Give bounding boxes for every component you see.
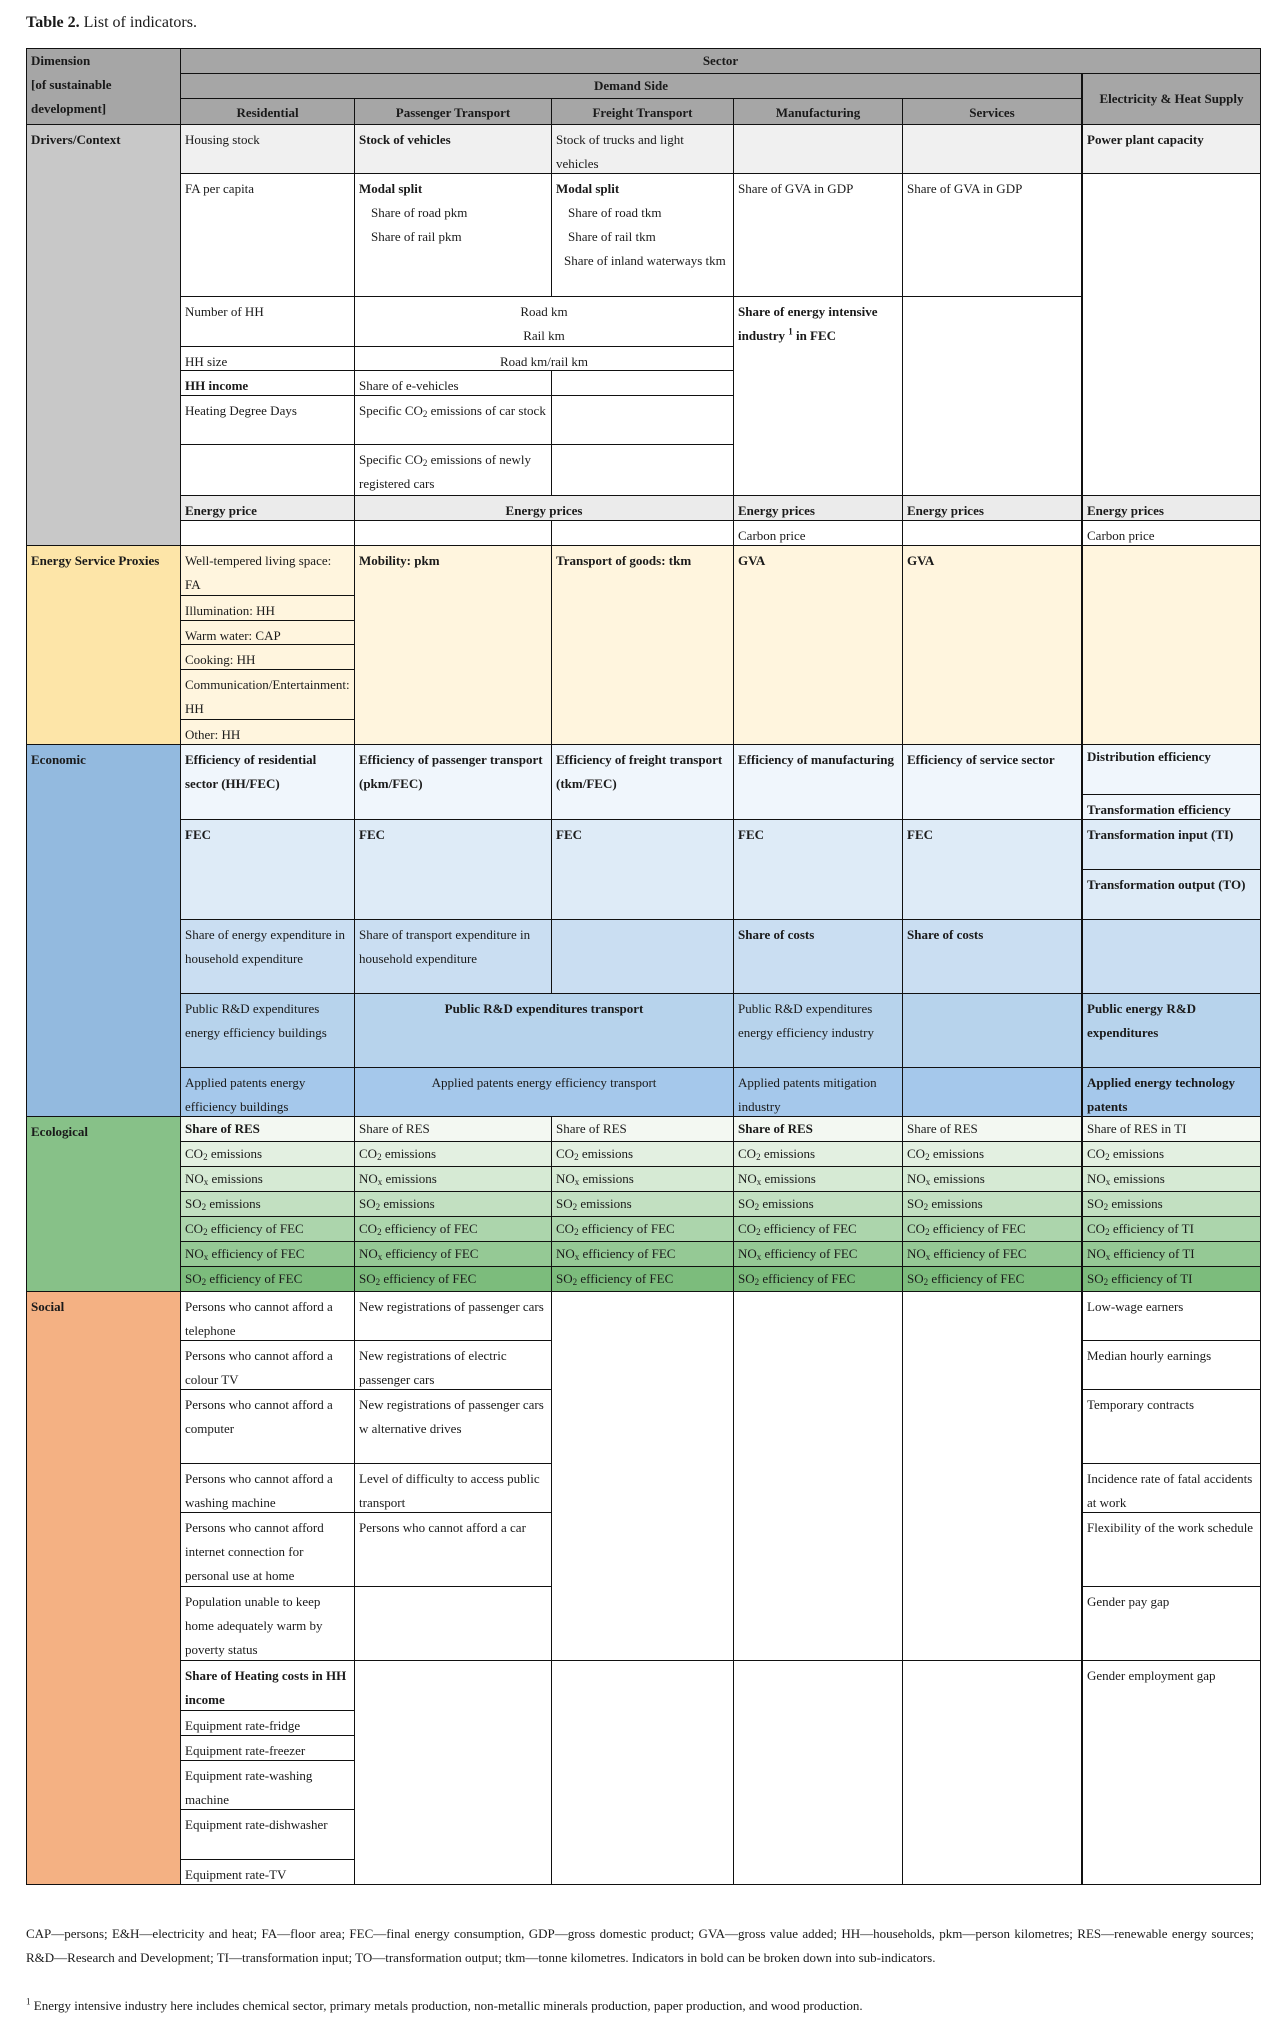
- cell-co2-new-cars: Specific $CO_2$ emissions of newly registered cars: [354, 444, 552, 496]
- cell-ecological-indicator: $CO_2$ efficiency of FEC: [551, 1216, 734, 1242]
- cell-empty: [354, 1586, 552, 1661]
- cell-social-res: Equipment rate-fridge: [180, 1710, 355, 1736]
- cell-social-pass: Level of difficulty to access public transport: [354, 1463, 552, 1513]
- cell-energy-prices-serv: Energy prices: [902, 495, 1082, 521]
- dimension-drivers-context: Drivers/Context: [26, 124, 181, 546]
- modal-split-item: Share of road pkm: [371, 205, 468, 220]
- cell-ecological-indicator: $SO_2$ efficiency of FEC: [551, 1266, 734, 1292]
- cell-esp-res: Communication/Entertainment: HH: [180, 669, 355, 720]
- header-dimension: [26, 48, 181, 125]
- cell-ecological-indicator: $NO_x$ emissions: [551, 1166, 734, 1192]
- cell-road-rail-ratio: Road km/rail km: [354, 346, 734, 371]
- table-label: Table 2.: [26, 14, 80, 31]
- cell-empty: [902, 1660, 1082, 1885]
- cell-ecological-indicator: $NO_x$ emissions: [733, 1166, 903, 1192]
- cell-carbon-price-supply: Carbon price: [1081, 520, 1261, 546]
- cell-energy-prices-transport: Energy prices: [354, 495, 734, 521]
- modal-split-item: Share of rail tkm: [568, 229, 656, 244]
- cell-co2-car-stock: Specific $CO_2$ emissions of car stock: [354, 395, 552, 445]
- cell-ecological-indicator: $SO_2$ efficiency of FEC: [902, 1266, 1082, 1292]
- modal-split-label: Modal split: [556, 181, 620, 196]
- cell-esp-res: Other: HH: [180, 719, 355, 745]
- header-passenger-transport: Passenger Transport: [354, 98, 552, 125]
- cell-power-plant-capacity: Power plant capacity: [1081, 124, 1261, 174]
- cell-modal-split-passenger: [354, 173, 552, 297]
- cell-ecological-indicator: $CO_2$ emissions: [733, 1141, 903, 1167]
- cell-social-pass: Persons who cannot afford a car: [354, 1512, 552, 1587]
- cell-fec-manu: FEC: [733, 819, 903, 920]
- dimension-social: Social: [26, 1291, 181, 1885]
- cell-ecological-indicator: Share of RES: [551, 1116, 734, 1142]
- footnote-mark: 1: [788, 326, 793, 337]
- dimension-energy-service-proxies: Energy Service Proxies: [26, 545, 181, 745]
- header-services: Services: [902, 98, 1082, 125]
- cell-ecological-indicator: $SO_2$ emissions: [1081, 1191, 1261, 1217]
- cell-ecological-indicator: $NO_x$ efficiency of TI: [1081, 1241, 1261, 1267]
- cell-share-costs-serv: Share of costs: [902, 919, 1082, 994]
- cell-ecological-indicator: $SO_2$ efficiency of FEC: [354, 1266, 552, 1292]
- cell-ecological-indicator: $NO_x$ emissions: [902, 1166, 1082, 1192]
- modal-split-label: Modal split: [359, 181, 423, 196]
- cell-modal-split-freight: [551, 173, 734, 297]
- cell-ecological-indicator: $CO_2$ efficiency of FEC: [733, 1216, 903, 1242]
- dimension-ecological: Ecological: [26, 1116, 181, 1292]
- cell-carbon-price-manu: Carbon price: [733, 520, 903, 546]
- cell-ecological-indicator: $SO_2$ efficiency of FEC: [180, 1266, 355, 1292]
- cell-empty: [354, 520, 552, 546]
- modal-split-item: Share of road tkm: [568, 205, 662, 220]
- cell-share-e-vehicles: Share of e-vehicles: [354, 370, 552, 396]
- cell-esp-res: Cooking: HH: [180, 644, 355, 670]
- cell-empty: [902, 993, 1082, 1068]
- cell-ecological-indicator: $SO_2$ efficiency of TI: [1081, 1266, 1261, 1292]
- cell-ecological-indicator: Share of RES: [180, 1116, 355, 1142]
- header-demand-side: Demand Side: [180, 73, 1082, 99]
- cell-social-supply: Flexibility of the work schedule: [1081, 1512, 1261, 1587]
- cell-hh-income: HH income: [180, 370, 355, 396]
- cell-eff-residential: Efficiency of residential sector (HH/FEC): [180, 744, 355, 820]
- cell-social-res: Share of Heating costs in HH income: [180, 1660, 355, 1711]
- cell-social-pass: New registrations of electric passenger cars: [354, 1340, 552, 1390]
- cell-social-res: Persons who cannot afford internet connection for personal use at home: [180, 1512, 355, 1587]
- cell-ecological-indicator: $CO_2$ emissions: [551, 1141, 734, 1167]
- cell-energy-prices-manu: Energy prices: [733, 495, 903, 521]
- modal-split-item: Share of inland waterways tkm: [564, 253, 726, 268]
- cell-ecological-indicator: $NO_x$ efficiency of FEC: [180, 1241, 355, 1267]
- cell-eff-freight: Efficiency of freight transport (tkm/FEC): [551, 744, 734, 820]
- cell-transport-goods-tkm: Transport of goods: tkm: [551, 545, 734, 745]
- cell-ecological-indicator: $CO_2$ efficiency of FEC: [902, 1216, 1082, 1242]
- header-electricity-heat-supply: Electricity & Heat Supply: [1081, 73, 1261, 125]
- rail-km: Rail km: [523, 328, 565, 343]
- cell-ecological-indicator: $SO_2$ emissions: [354, 1191, 552, 1217]
- cell-empty: [551, 520, 734, 546]
- cell-empty: [551, 1660, 734, 1885]
- footnote-1: [26, 1994, 1254, 2018]
- cell-ecological-indicator: $SO_2$ efficiency of FEC: [733, 1266, 903, 1292]
- cell-ecological-indicator: $NO_x$ emissions: [1081, 1166, 1261, 1192]
- header-freight-transport: Freight Transport: [551, 98, 734, 125]
- cell-social-supply: Temporary contracts: [1081, 1389, 1261, 1464]
- cell-empty: [733, 1291, 903, 1661]
- cell-fec-serv: FEC: [902, 819, 1082, 920]
- cell-ecological-indicator: $CO_2$ emissions: [180, 1141, 355, 1167]
- cell-empty: [551, 370, 734, 396]
- cell-manu-gva-share: Share of GVA in GDP: [733, 173, 903, 297]
- header-dimension-line: Dimension: [31, 53, 91, 68]
- cell-share-transport-expenditure: Share of transport expenditure in household expenditure: [354, 919, 552, 994]
- cell-empty: [1081, 919, 1261, 994]
- cell-social-supply: Low-wage earners: [1081, 1291, 1261, 1341]
- cell-number-of-hh: Number of HH: [180, 296, 355, 347]
- cell-serv-gva-share: Share of GVA in GDP: [902, 173, 1082, 297]
- cell-ecological-indicator: $NO_x$ efficiency of FEC: [902, 1241, 1082, 1267]
- cell-social-res: Persons who cannot afford a telephone: [180, 1291, 355, 1341]
- cell-social-res: Persons who cannot afford a washing machine: [180, 1463, 355, 1513]
- footnote-1-text: Energy intensive industry here includes chemical sector, primary metals production, non-metallic minerals production, paper production, and wood production.: [30, 1998, 863, 2013]
- cell-social-res: Equipment rate-dishwasher: [180, 1809, 355, 1860]
- cell-energy-price-res: Energy price: [180, 495, 355, 521]
- cell-ecological-indicator: $CO_2$ efficiency of FEC: [180, 1216, 355, 1242]
- cell-patents-transport: Applied patents energy efficiency transport: [354, 1067, 734, 1117]
- cell-patents-buildings: Applied patents energy efficiency buildings: [180, 1067, 355, 1117]
- cell-transformation-input: Transformation input (TI): [1081, 819, 1261, 870]
- cell-ecological-indicator: $NO_x$ emissions: [180, 1166, 355, 1192]
- cell-public-energy-rd: Public energy R&D expenditures: [1081, 993, 1261, 1068]
- cell-transformation-output: Transformation output (TO): [1081, 869, 1261, 920]
- footnote-abbreviations: CAP—persons; E&H—electricity and heat; FA—floor area; FEC—final energy consumption, GDP—gross domestic product; GVA—gross value added; HH—households, pkm—person kilometres; RES—renewable energy sources; R&D—Research and Development; TI—transformation input; TO—transformation output; tkm—tonne kilometres. Indicators in bold can be broken down into sub-indicators.: [26, 1926, 1254, 1965]
- cell-ecological-indicator: $CO_2$ emissions: [354, 1141, 552, 1167]
- cell-empty: [551, 395, 734, 445]
- cell-empty: [551, 444, 734, 496]
- cell-empty: [551, 919, 734, 994]
- cell-social-res: Equipment rate-freezer: [180, 1735, 355, 1761]
- cell-ecological-indicator: $SO_2$ emissions: [551, 1191, 734, 1217]
- header-dimension-line: development]: [31, 101, 107, 116]
- dimension-economic: Economic: [26, 744, 181, 1117]
- cell-social-res: Persons who cannot afford a colour TV: [180, 1340, 355, 1390]
- cell-ecological-indicator: $NO_x$ efficiency of FEC: [733, 1241, 903, 1267]
- cell-distribution-efficiency: Distribution efficiency: [1081, 744, 1261, 795]
- cell-empty: [902, 1067, 1082, 1117]
- road-km: Road km: [520, 304, 568, 319]
- cell-ecological-indicator: $CO_2$ efficiency of TI: [1081, 1216, 1261, 1242]
- cell-hh-size: HH size: [180, 346, 355, 371]
- cell-eff-passenger: Efficiency of passenger transport (pkm/FEC): [354, 744, 552, 820]
- cell-road-rail-km: [354, 296, 734, 347]
- cell-empty: [1081, 545, 1261, 745]
- cell-transformation-efficiency: Transformation efficiency: [1081, 794, 1261, 820]
- header-manufacturing: Manufacturing: [733, 98, 903, 125]
- table-title: List of indicators.: [83, 14, 197, 31]
- header-sector: Sector: [180, 48, 1261, 74]
- cell-ecological-indicator: Share of RES: [354, 1116, 552, 1142]
- cell-ecological-indicator: Share of RES: [902, 1116, 1082, 1142]
- cell-ecological-indicator: $CO_2$ emissions: [1081, 1141, 1261, 1167]
- modal-split-item: Share of rail pkm: [371, 229, 462, 244]
- energy-intensive-text: Share of energy intensive industry: [738, 304, 878, 343]
- cell-share-costs-manu: Share of costs: [733, 919, 903, 994]
- cell-social-supply: Gender employment gap: [1081, 1660, 1261, 1885]
- cell-share-energy-expenditure: Share of energy expenditure in household expenditure: [180, 919, 355, 994]
- cell-rd-transport: Public R&D expenditures transport: [354, 993, 734, 1068]
- cell-empty: [354, 1660, 552, 1885]
- indicators-table: [26, 48, 1254, 1884]
- cell-ecological-indicator: $NO_x$ emissions: [354, 1166, 552, 1192]
- cell-empty: [902, 296, 1082, 496]
- cell-empty: [1081, 173, 1261, 496]
- cell-ecological-indicator: $SO_2$ emissions: [733, 1191, 903, 1217]
- cell-empty: [180, 520, 355, 546]
- cell-fa-per-capita: FA per capita: [180, 173, 355, 297]
- energy-intensive-tail: in FEC: [792, 328, 837, 343]
- cell-stock-of-trucks: Stock of trucks and light vehicles: [551, 124, 734, 174]
- cell-social-supply: Gender pay gap: [1081, 1586, 1261, 1661]
- cell-empty: [902, 124, 1082, 174]
- cell-ecological-indicator: $SO_2$ emissions: [902, 1191, 1082, 1217]
- table-caption: [26, 14, 197, 32]
- cell-housing-stock: Housing stock: [180, 124, 355, 174]
- cell-eff-manufacturing: Efficiency of manufacturing: [733, 744, 903, 820]
- cell-mobility-pkm: Mobility: pkm: [354, 545, 552, 745]
- cell-social-res: Persons who cannot afford a computer: [180, 1389, 355, 1464]
- cell-social-res: Equipment rate-TV: [180, 1859, 355, 1885]
- cell-empty: [733, 1660, 903, 1885]
- header-residential: Residential: [180, 98, 355, 125]
- cell-empty: [902, 520, 1082, 546]
- cell-ecological-indicator: $NO_x$ efficiency of FEC: [354, 1241, 552, 1267]
- cell-rd-industry: Public R&D expenditures energy efficiency industry: [733, 993, 903, 1068]
- cell-patents-industry: Applied patents mitigation industry: [733, 1067, 903, 1117]
- cell-ecological-indicator: $NO_x$ efficiency of FEC: [551, 1241, 734, 1267]
- cell-energy-prices-supply: Energy prices: [1081, 495, 1261, 521]
- cell-eff-services: Efficiency of service sector: [902, 744, 1082, 820]
- cell-rd-buildings: Public R&D expenditures energy efficiency buildings: [180, 993, 355, 1068]
- cell-heating-degree-days: Heating Degree Days: [180, 395, 355, 445]
- cell-ecological-indicator: $CO_2$ efficiency of FEC: [354, 1216, 552, 1242]
- cell-empty: [551, 1291, 734, 1661]
- cell-social-supply: Incidence rate of fatal accidents at work: [1081, 1463, 1261, 1513]
- cell-ecological-indicator: Share of RES in TI: [1081, 1116, 1261, 1142]
- cell-gva-manu: GVA: [733, 545, 903, 745]
- cell-esp-res: Warm water: CAP: [180, 620, 355, 645]
- cell-energy-intensive-share: [733, 296, 903, 496]
- cell-social-supply: Median hourly earnings: [1081, 1340, 1261, 1390]
- header-dimension-line: [of sustainable: [31, 77, 112, 92]
- cell-esp-res: Illumination: HH: [180, 595, 355, 621]
- cell-empty: [902, 1291, 1082, 1661]
- cell-fec-pass: FEC: [354, 819, 552, 920]
- cell-esp-res: Well-tempered living space: FA: [180, 545, 355, 596]
- cell-empty: [180, 444, 355, 496]
- cell-ecological-indicator: $CO_2$ emissions: [902, 1141, 1082, 1167]
- footnote-mark: 1: [26, 1996, 31, 2007]
- cell-social-pass: New registrations of passenger cars: [354, 1291, 552, 1341]
- cell-gva-serv: GVA: [902, 545, 1082, 745]
- cell-empty: [733, 124, 903, 174]
- cell-stock-of-vehicles: Stock of vehicles: [354, 124, 552, 174]
- cell-energy-tech-patents: Applied energy technology patents: [1081, 1067, 1261, 1117]
- cell-ecological-indicator: Share of RES: [733, 1116, 903, 1142]
- cell-fec-res: FEC: [180, 819, 355, 920]
- cell-social-res: Population unable to keep home adequately warm by poverty status: [180, 1586, 355, 1661]
- cell-ecological-indicator: $SO_2$ emissions: [180, 1191, 355, 1217]
- cell-social-pass: New registrations of passenger cars w alternative drives: [354, 1389, 552, 1464]
- cell-fec-freight: FEC: [551, 819, 734, 920]
- cell-social-res: Equipment rate-washing machine: [180, 1760, 355, 1810]
